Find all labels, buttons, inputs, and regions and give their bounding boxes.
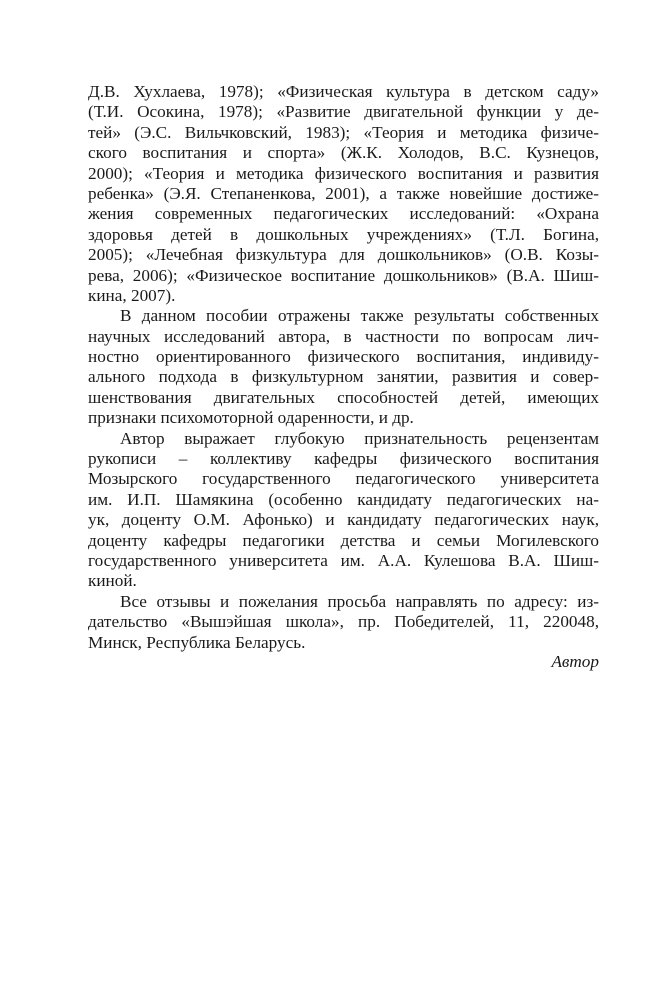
text-line: государственного университета им. А.А. Кулешова В.А. Шиш- [88,550,599,570]
paragraph-2 [88,306,599,428]
text-line: Все отзывы и пожелания просьба направлять по адресу: из- [120,591,599,611]
text-line: (Т.И. Осокина, 1978); «Развитие двигательной функции у де- [88,102,599,122]
text-line: жения современных педагогических исследований: «Охрана [88,204,599,224]
text-line: ского воспитания и спорта» (Ж.К. Холодов, В.С. Кузнецов, [88,143,599,163]
text-line: В данном пособии отражены также результаты собственных [120,306,599,326]
text-line: рева, 2006); «Физическое воспитание дошкольников» (В.А. Шиш- [88,265,599,285]
paragraph-1 [88,82,599,306]
text-line: признаки психомоторной одаренности, и др. [88,408,414,428]
text-line: Д.В. Хухлаева, 1978); «Физическая культура в детском саду» [88,82,599,101]
text-line: кина, 2007). [88,285,176,305]
signature: Автор [551,652,599,671]
text-line: рукописи – коллективу кафедры физического воспитания [88,449,599,469]
document-body [88,82,599,653]
text-line: научных исследований автора, в частности по вопросам лич- [88,326,599,346]
text-line: ностно ориентированного физического воспитания, индивиду- [88,347,599,367]
text-line: Автор выражает глубокую признательность рецензентам [120,428,599,448]
text-line: ального подхода в физкультурном занятии, развития и совер- [88,367,599,387]
text-line: тей» (Э.С. Вильчковский, 1983); «Теория и методика физиче- [88,122,599,142]
text-line: 2005); «Лечебная физкультура для дошкольников» (О.В. Козы- [88,245,599,265]
text-line: 2000); «Теория и методика физического воспитания и развития [88,163,599,183]
text-line: шенствования двигательных способностей детей, имеющих [88,387,599,407]
text-line: здоровья детей в дошкольных учреждениях» (Т.Л. Богина, [88,224,599,244]
text-line: киной. [88,571,137,591]
text-line: дательство «Вышэйшая школа», пр. Победителей, 11, 220048, [88,612,599,632]
paragraph-4 [88,592,599,653]
text-line: Минск, Республика Беларусь. [88,632,306,652]
text-line: ук, доценту О.М. Афонько) и кандидату педагогических наук, [88,510,599,530]
paragraph-3 [88,429,599,592]
text-line: доценту кафедры педагогики детства и семьи Могилевского [88,530,599,550]
text-line: им. И.П. Шамякина (особенно кандидату педагогических на- [88,489,599,509]
text-line: Мозырского государственного педагогического университета [88,469,599,489]
text-line: ребенка» (Э.Я. Степаненкова, 2001), а также новейшие достиже- [88,183,599,203]
